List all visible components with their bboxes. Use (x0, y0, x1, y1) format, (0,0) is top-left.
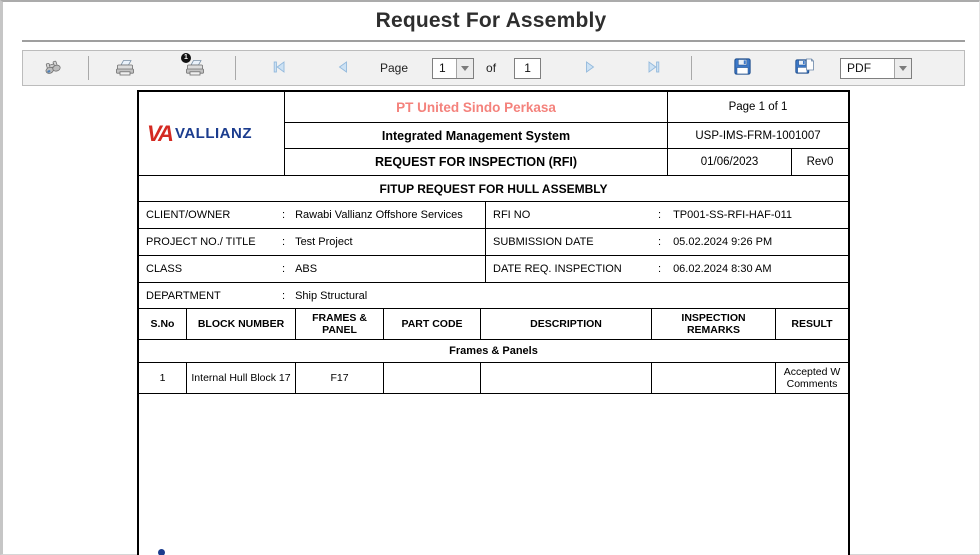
print-current-page-button[interactable] (183, 56, 207, 81)
field-label: CLIENT/OWNER (146, 209, 231, 221)
export-button[interactable] (732, 56, 753, 80)
toolbar-separator (235, 56, 236, 80)
info-row-client-rfi (139, 202, 848, 229)
vallianz-logo-text: VALLIANZ (174, 125, 252, 142)
document-date: 01/06/2023 (667, 149, 791, 175)
cell-frames-panel: F17 (296, 363, 384, 393)
form-code: USP-IMS-FRM-1001007 (667, 123, 848, 149)
report-header-table (139, 92, 848, 176)
document-title: REQUEST FOR INSPECTION (RFI) (374, 155, 578, 169)
vallianz-logo-mark: VA (147, 120, 172, 146)
chevron-down-icon (456, 59, 473, 78)
field-value: 05.02.2024 9:26 PM (673, 236, 773, 248)
total-pages-value: 1 (524, 61, 531, 75)
field-value: ABS (295, 263, 318, 275)
info-row-project-submission (139, 229, 848, 256)
prev-page-button[interactable] (334, 58, 352, 79)
column-header: BLOCK NUMBER (187, 309, 296, 339)
toolbar-separator (88, 56, 89, 80)
column-header: PART CODE (384, 309, 481, 339)
colon: : (658, 263, 662, 275)
table-header-row (139, 309, 848, 340)
of-label: of (486, 61, 497, 75)
column-header: DESCRIPTION (481, 309, 652, 339)
floppy-disk-page-icon (795, 58, 814, 78)
field-value: Rawabi Vallianz Offshore Services (295, 209, 463, 221)
info-row-department (139, 283, 848, 309)
column-header: INSPECTION REMARKS (652, 309, 776, 339)
logo-dot (158, 549, 165, 555)
printer-icon (115, 58, 135, 79)
column-header: S.No (139, 309, 187, 339)
binoculars-search-icon (43, 58, 62, 78)
export-file-button[interactable] (793, 56, 816, 80)
revision: Rev0 (791, 149, 848, 175)
field-value: 06.02.2024 8:30 AM (673, 263, 772, 275)
column-header: FRAMES & PANEL (296, 309, 384, 339)
floppy-disk-icon (734, 58, 751, 78)
field-value: Ship Structural (295, 289, 368, 302)
first-page-icon (272, 60, 286, 77)
last-page-button[interactable] (645, 58, 663, 79)
company-logo (139, 92, 285, 175)
report-page (137, 90, 850, 555)
column-header: RESULT (791, 317, 833, 330)
search-button[interactable] (41, 56, 64, 80)
next-page-icon (583, 60, 597, 77)
section-title: FITUP REQUEST FOR HULL ASSEMBLY (139, 176, 848, 202)
print-button[interactable] (113, 56, 137, 81)
title-bar (3, 2, 979, 40)
first-page-button[interactable] (270, 58, 288, 79)
company-name: PT United Sindo Perkasa (285, 92, 667, 123)
last-page-icon (647, 60, 661, 77)
colon: : (282, 289, 286, 302)
colon: : (658, 209, 662, 221)
colon: : (282, 263, 286, 275)
field-label: DATE REQ. INSPECTION (493, 263, 622, 275)
page-title: Request For Assembly (375, 9, 607, 32)
table-row (139, 363, 848, 394)
chevron-down-icon (894, 59, 911, 78)
cell-part-code (384, 363, 481, 393)
cell-result: Accepted W Comments (783, 365, 841, 390)
export-format-value: PDF (847, 60, 872, 75)
total-pages-box[interactable] (514, 58, 541, 79)
cell-inspection-remarks (652, 363, 776, 393)
field-value: TP001-SS-RFI-HAF-011 (673, 209, 793, 221)
next-page-button[interactable] (581, 58, 599, 79)
page-select-value: 1 (439, 60, 446, 75)
prev-page-icon (336, 60, 350, 77)
colon: : (282, 209, 286, 221)
field-value: Test Project (295, 236, 353, 248)
export-format-select[interactable] (840, 58, 912, 79)
field-label: DEPARTMENT (146, 289, 221, 302)
report-toolbar (22, 50, 965, 86)
system-title: Integrated Management System (285, 123, 667, 149)
colon: : (282, 236, 286, 248)
field-label: RFI NO (493, 209, 531, 221)
page-select[interactable] (432, 58, 474, 79)
info-row-class-datereq (139, 256, 848, 283)
field-label: PROJECT NO./ TITLE (146, 236, 256, 248)
colon: : (658, 236, 662, 248)
field-label: CLASS (146, 263, 183, 275)
group-title: Frames & Panels (139, 340, 848, 363)
cell-sno: 1 (139, 363, 187, 393)
field-label: SUBMISSION DATE (493, 236, 594, 248)
page-label: Page (380, 61, 409, 75)
cell-description (481, 363, 652, 393)
toolbar-separator (691, 56, 692, 80)
title-separator (22, 40, 965, 42)
page-count-badge: 1 (181, 53, 191, 63)
page-info: Page 1 of 1 (667, 92, 848, 123)
cell-block-number: Internal Hull Block 17 (187, 363, 296, 393)
